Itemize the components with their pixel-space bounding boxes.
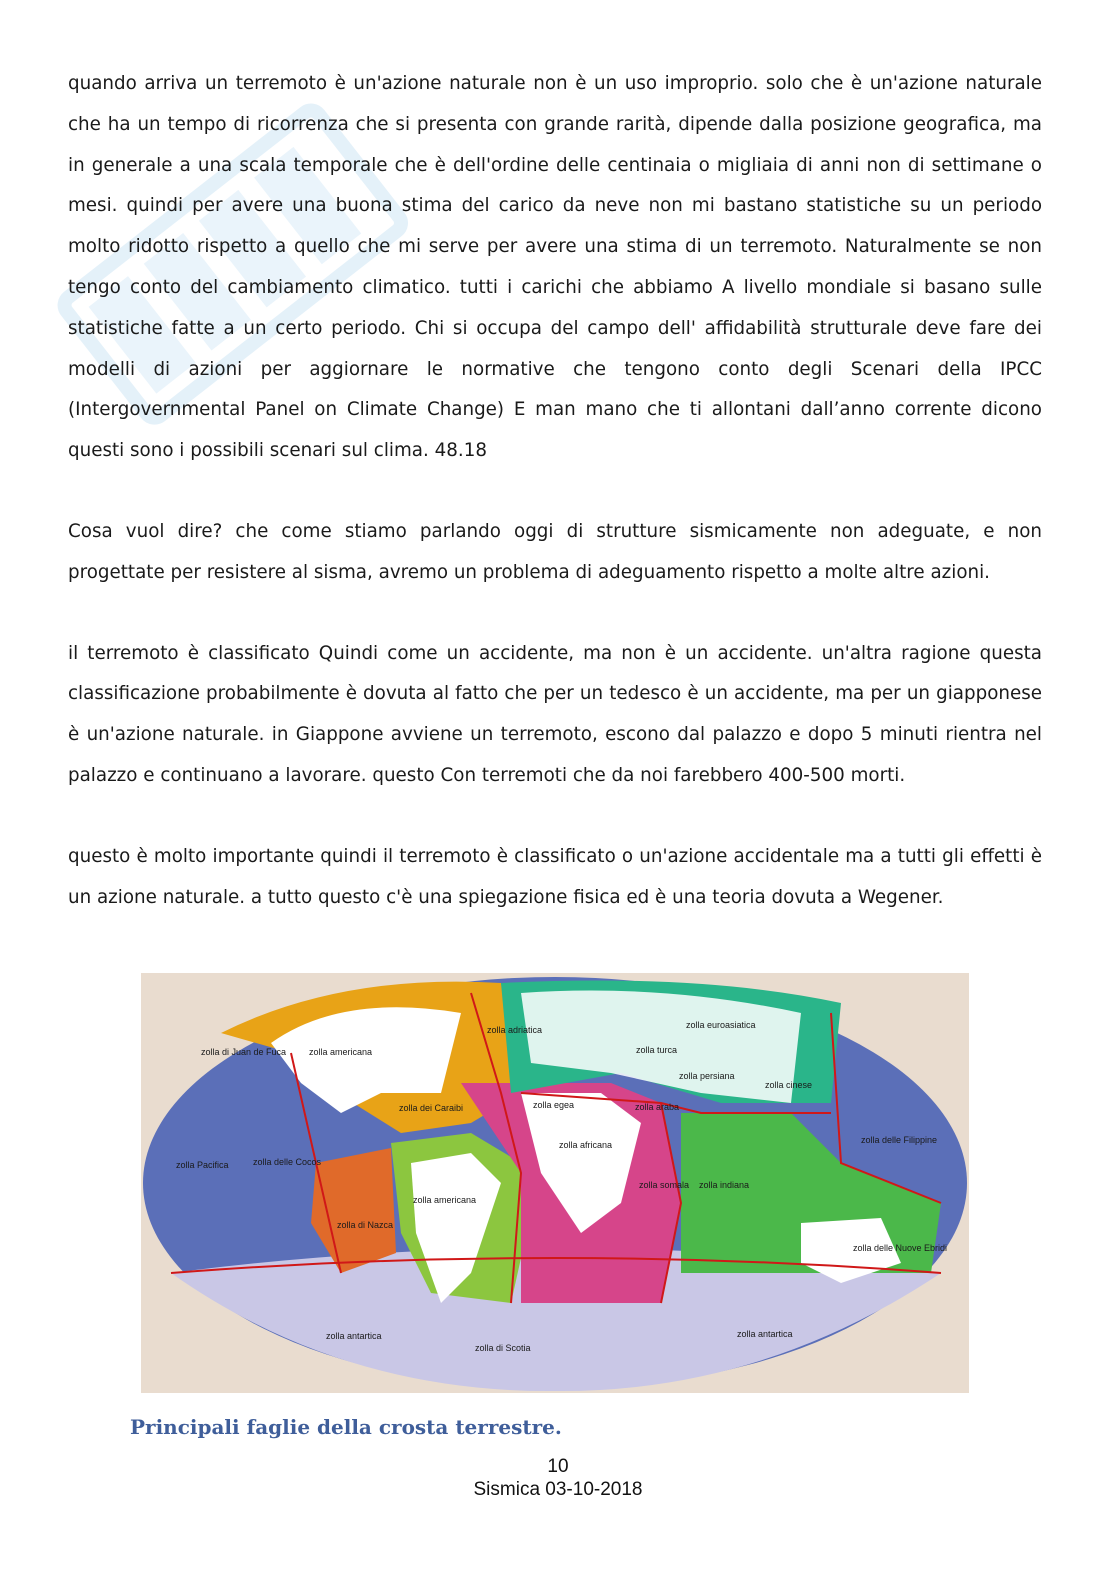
paragraph: il terremoto è classificato Quindi come un accidente, ma non è un accidente. un'altra ragione questa classificazione probabilmente è dovuta al fatto che per un tedesco è un accidente, ma per un giapponese è un'azione naturale. in Giappone avviene un terremoto, escono dal palazzo e dopo 5 minuti rientra nel palazzo e continuano a lavorare. questo Con terremoti che da noi farebbero 400-500 morti. — [68, 642, 1042, 786]
label-antartica-ovest: zolla antartica — [326, 1331, 382, 1341]
label-americana-nord: zolla americana — [309, 1047, 373, 1057]
label-persiana: zolla persiana — [679, 1071, 735, 1081]
paragraph: questo è molto importante quindi il terremoto è classificato o un'azione accidentale ma a tutti gli effetti è un azione naturale. a tutto questo c'è una spiegazione fisica ed è una teoria dovuta a Wegener. — [68, 845, 1042, 908]
label-indiana: zolla indiana — [699, 1180, 750, 1190]
label-pacifica: zolla Pacifica — [176, 1160, 229, 1170]
label-araba: zolla araba — [635, 1102, 680, 1112]
label-africana: zolla africana — [559, 1140, 613, 1150]
footer-title: Sismica 03-10-2018 — [473, 1479, 643, 1500]
document-body — [68, 64, 1042, 958]
label-filippine: zolla delle Filippine — [861, 1135, 938, 1145]
label-nazca: zolla di Nazca — [337, 1220, 394, 1230]
label-antartica-est: zolla antartica — [737, 1329, 793, 1339]
paragraph: quando arriva un terremoto è un'azione naturale non è un uso improprio. solo che è un'azione naturale che ha un tempo di ricorrenza che si presenta con grande rarità, dipende dalla posizione geografica, ma in generale a una scala temporale che è dell'ordine delle centinaia o migliaia di anni non di settimane o mesi. quindi per avere una buona stima del carico da neve non mi bastano statistiche su un periodo molto ridotto rispetto a quello che mi serve per avere una stima di un terremoto. Naturalmente se non tengo conto del cambiamento climatico. tutti i carichi che abbiamo A livello mondiale si basano sulle statistiche fatte a un certo periodo. Chi si occupa del campo dell' affidabilità strutturale deve fare dei modelli di azioni per aggiornare le normative che tengono conto degli Scenari della IPCC (Intergovernmental Panel on Climate Change) E man mano che ti allontani dall’anno corrente dicono questi sono i possibili scenari sul clima. 48.18 — [68, 73, 1042, 462]
label-cinese: zolla cinese — [765, 1080, 813, 1090]
label-cocos: zolla delle Cocos — [253, 1157, 322, 1167]
page-number: 10 — [547, 1456, 569, 1477]
label-americana-sud: zolla americana — [413, 1195, 477, 1205]
tectonic-plates-map — [141, 973, 969, 1393]
figure-caption: Principali faglie della crosta terrestre. — [130, 1415, 562, 1439]
label-euroasiatica: zolla euroasiatica — [686, 1020, 756, 1030]
label-turca: zolla turca — [636, 1045, 678, 1055]
label-caraibi: zolla dei Caraibi — [399, 1103, 464, 1113]
label-somala: zolla somala — [639, 1180, 690, 1190]
label-nuove-ebridi: zolla delle Nuove Ebridi — [853, 1243, 948, 1253]
label-adriatica: zolla adriatica — [487, 1025, 543, 1035]
paragraph: Cosa vuol dire? che come stiamo parlando oggi di strutture sismicamente non adeguate, e non progettate per resistere al sisma, avremo un problema di adeguamento rispetto a molte altre azioni. — [68, 520, 1042, 583]
label-scotia: zolla di Scotia — [475, 1343, 531, 1353]
label-egea: zolla egea — [533, 1100, 575, 1110]
label-juan-de-fuca: zolla di Juan de Fuca — [201, 1047, 287, 1057]
